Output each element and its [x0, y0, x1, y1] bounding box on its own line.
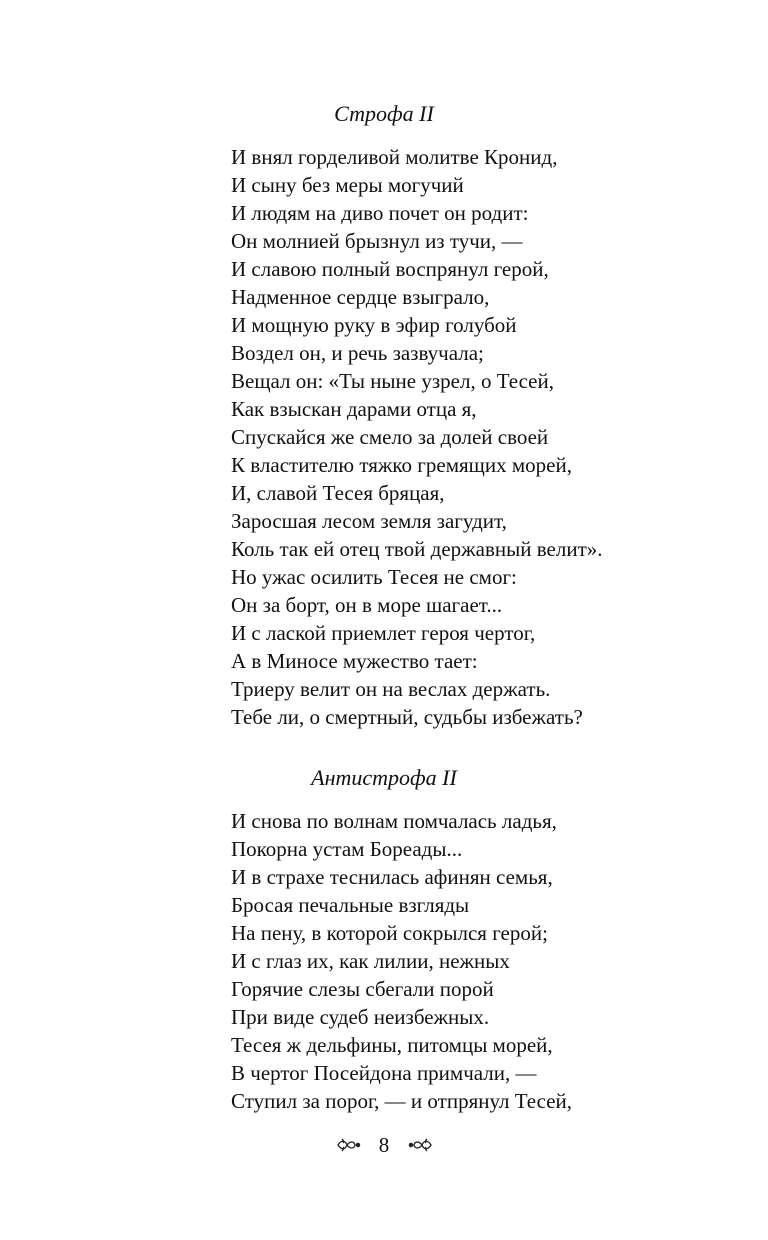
verse-line: Вещал он: «Ты ныне узрел, о Тесей, — [231, 369, 554, 393]
verse-line: Коль так ей отец твой державный велит». — [231, 537, 603, 561]
right-fleuron-icon — [407, 1137, 433, 1153]
verse-line: Горячие слезы сбегали порой — [231, 977, 494, 1001]
page-footer — [0, 1128, 768, 1160]
verse-line: Триеру велит он на веслах держать. — [231, 677, 551, 701]
verse-line: Заросшая лесом земля загудит, — [231, 509, 507, 533]
verse-line: Он молнией брызнул из тучи, — — [231, 229, 523, 253]
strophe-heading: Строфа II — [334, 101, 434, 126]
verse-line: И мощную руку в эфир голубой — [231, 313, 517, 337]
verse-line: Он за борт, он в море шагает... — [231, 593, 503, 617]
verse-line: И славою полный воспрянул герой, — [231, 257, 549, 281]
verse-line: Как взыскан дарами отца я, — [231, 397, 477, 421]
verse-line: Тесея ж дельфины, питомцы морей, — [231, 1033, 553, 1057]
verse-line: И снова по волнам помчалась ладья, — [231, 809, 557, 833]
verse-line: Тебе ли, о смертный, судьбы избежать? — [231, 705, 583, 729]
verse-line: И с лаской приемлет героя чертог, — [231, 621, 536, 645]
verse-line: И сыну без меры могучий — [231, 173, 464, 197]
verse-line: Покорна устам Бореады... — [231, 837, 463, 861]
verse-line: К властителю тяжко гремящих морей, — [231, 453, 572, 477]
verse-line: При виде судеб неизбежных. — [231, 1005, 490, 1029]
page-number: 8 — [378, 1133, 390, 1158]
verse-line: В чертог Посейдона примчали, — — [231, 1061, 537, 1085]
strophe-stanza — [231, 143, 603, 731]
verse-line: И с глаз их, как лилии, нежных — [231, 949, 510, 973]
verse-line: Ступил за порог, — и отпрянул Тесей, — [231, 1089, 573, 1113]
verse-line: И людям на диво почет он родит: — [231, 201, 529, 225]
antistrophe-heading: Антистрофа II — [311, 765, 457, 790]
verse-line: Бросая печальные взгляды — [231, 893, 470, 917]
verse-line: На пену, в которой сокрылся герой; — [231, 921, 548, 945]
verse-line: И внял горделивой молитве Кронид, — [231, 145, 558, 169]
antistrophe-stanza — [231, 807, 572, 1115]
left-fleuron-icon — [336, 1137, 362, 1153]
verse-line: Надменное сердце взыграло, — [231, 285, 490, 309]
verse-line: Спускайся же смело за долей своей — [231, 425, 549, 449]
verse-line: И, славой Тесея бряцая, — [231, 481, 445, 505]
verse-line: А в Миносе мужество тает: — [231, 649, 478, 673]
verse-line: Воздел он, и речь зазвучала; — [231, 341, 484, 365]
verse-line: Но ужас осилить Тесея не смог: — [231, 565, 517, 589]
verse-line: И в страхе теснилась афинян семья, — [231, 865, 553, 889]
